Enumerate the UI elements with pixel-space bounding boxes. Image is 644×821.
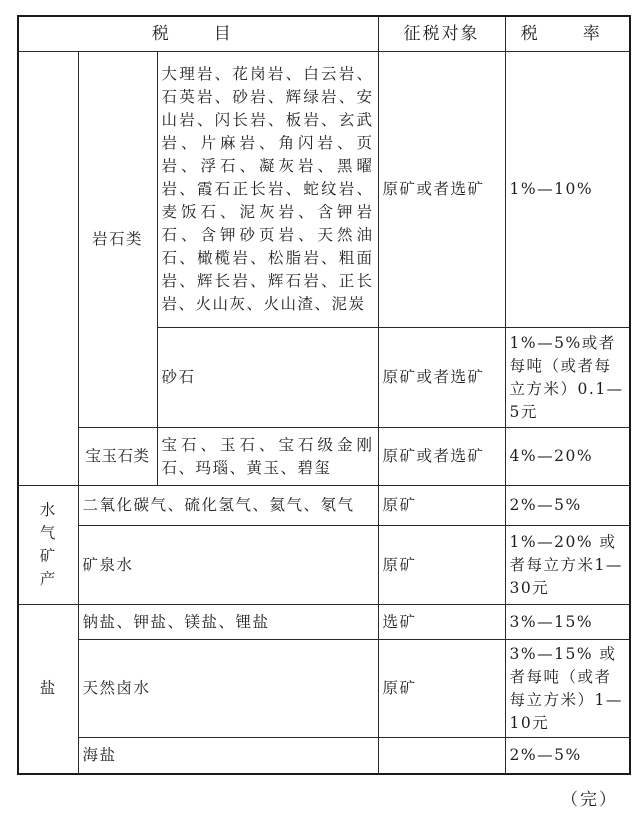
- item-cell: 二氧化碳气、硫化氢气、氦气、氡气: [78, 486, 378, 526]
- table-row: [18, 52, 630, 328]
- header-tax-item: 税 目: [18, 16, 378, 52]
- item-cell: 大理岩、花岗岩、白云岩、石英岩、砂岩、辉绿岩、安山岩、闪长岩、板岩、玄武岩、片麻岩、角闪岩、页岩、浮石、凝灰岩、黑曜岩、霞石正长岩、蛇纹岩、麦饭石、泥灰岩、含钾岩石、含钾砂页岩、天然油石、橄榄岩、松脂岩、粗面岩、辉长岩、辉石岩、正长岩、火山灰、火山渣、泥炭: [157, 52, 378, 328]
- item-cell: 砂石: [157, 328, 378, 428]
- header-tax-object: 征税对象: [378, 16, 505, 52]
- rate-cell: 3%—15% 或者每吨（或者每立方米）1—10元: [505, 640, 630, 738]
- header-tax-rate: 税 率: [505, 16, 630, 52]
- rate-cell: 2%—5%: [505, 486, 630, 526]
- rate-cell: 4%—20%: [505, 428, 630, 486]
- table-row: [18, 486, 630, 526]
- table-row: [18, 738, 630, 774]
- category-cell: 盐: [18, 605, 78, 774]
- object-cell: 原矿: [378, 486, 505, 526]
- object-cell: 原矿或者选矿: [378, 52, 505, 328]
- item-cell: 海盐: [78, 738, 378, 774]
- object-cell: 选矿: [378, 605, 505, 640]
- object-cell: 原矿: [378, 526, 505, 605]
- category-cell: [18, 52, 78, 486]
- rate-cell: 1%—10%: [505, 52, 630, 328]
- table-row: [18, 605, 630, 640]
- item-cell: 矿泉水: [78, 526, 378, 605]
- subcategory-cell: 宝玉石类: [78, 428, 157, 486]
- end-mark: （完）: [561, 790, 618, 810]
- header-row: [18, 16, 630, 52]
- item-cell: 天然卤水: [78, 640, 378, 738]
- table-row: [18, 640, 630, 738]
- item-cell: 宝石、玉石、宝石级金刚石、玛瑙、黄玉、碧玺: [157, 428, 378, 486]
- category-cell: 水气矿产: [18, 486, 78, 605]
- resource-tax-table: [17, 15, 631, 775]
- rate-cell: 1%—5%或者每吨（或者每立方米）0.1—5元: [505, 328, 630, 428]
- object-cell: [378, 738, 505, 774]
- rate-cell: 3%—15%: [505, 605, 630, 640]
- rate-cell: 1%—20% 或者每立方米1—30元: [505, 526, 630, 605]
- table-row: [18, 526, 630, 605]
- subcategory-cell: 岩石类: [78, 52, 157, 428]
- object-cell: 原矿或者选矿: [378, 428, 505, 486]
- rate-cell: 2%—5%: [505, 738, 630, 774]
- object-cell: 原矿: [378, 640, 505, 738]
- object-cell: 原矿或者选矿: [378, 328, 505, 428]
- table-row: [18, 428, 630, 486]
- item-cell: 钠盐、钾盐、镁盐、锂盐: [78, 605, 378, 640]
